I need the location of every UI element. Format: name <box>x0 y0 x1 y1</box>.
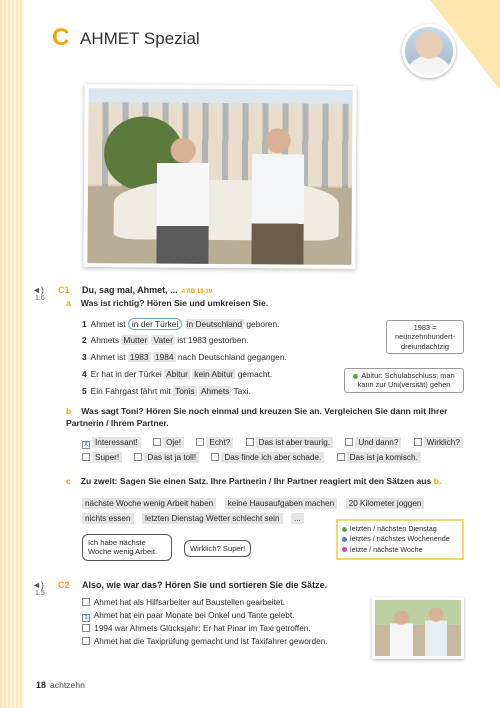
page-number-word: achtzehn <box>50 680 85 690</box>
note-abitur: Abitur: Schulabschluss; man kann zur Uni(versität) gehen <box>344 368 464 393</box>
checkbox[interactable] <box>196 438 204 446</box>
sentence-2: 2 Ahmets Mutter Vater ist 1983 gestorben. <box>82 335 249 345</box>
phrase-row-2 <box>82 508 308 526</box>
c1-workbook-ref: 4 AB 18-19 <box>181 289 213 295</box>
phrase-chip: nichts essen <box>82 513 134 524</box>
checkbox[interactable]: X <box>83 442 88 448</box>
option[interactable]: Vater <box>153 335 173 345</box>
checkbox[interactable] <box>345 438 353 446</box>
sort-item[interactable]: Ahmet hat als Hilfsarbeiter auf Baustellen gearbeitet. <box>82 598 285 607</box>
order-box[interactable]: 1 <box>82 614 90 622</box>
phrase-chip: keine Hausaufgaben machen <box>225 498 338 509</box>
time-expressions-box <box>336 519 464 560</box>
reaction-option[interactable]: Das finde ich aber schade. <box>211 452 328 463</box>
reaction-row-1 <box>82 437 473 449</box>
checkbox[interactable] <box>153 438 161 446</box>
order-box[interactable] <box>82 637 90 645</box>
sort-item[interactable]: 1 Ahmet hat ein paar Monate bei Onkel und Tante gelebt. <box>82 611 294 622</box>
c2-title: Also, wie war das? Hören Sie und sortieren Sie die Sätze. <box>82 580 328 590</box>
sentence-4: 4 Er hat in der Türkei Abitur kein Abitur gemacht. <box>82 369 273 379</box>
page-title: AHMET Spezial <box>80 29 200 48</box>
c2-label: C2 <box>58 580 70 590</box>
reaction-option[interactable]: Das ist ja toll! <box>134 452 203 463</box>
reaction-row-2 <box>82 452 431 463</box>
checkbox[interactable] <box>337 453 345 461</box>
option[interactable]: 1983 <box>129 352 149 362</box>
option[interactable]: 1984 <box>154 352 174 362</box>
reaction-option[interactable]: Wirklich? <box>414 437 467 448</box>
sentence-3: 3 Ahmet ist 1983 1984 nach Deutschland gegangen. <box>82 352 287 362</box>
checkbox[interactable] <box>414 438 422 446</box>
phrase-chip: 20 Kilometer joggen <box>346 498 425 509</box>
phrase-chip: nächste Woche wenig Arbeit haben <box>82 498 216 509</box>
c1a-instruction: a Was ist richtig? Hören Sie und umkreisen Sie. <box>66 298 269 308</box>
phrase-chip: ... <box>291 513 304 524</box>
checkbox[interactable] <box>246 438 254 446</box>
checkbox[interactable] <box>82 453 90 461</box>
checkbox[interactable] <box>211 453 219 461</box>
c2-audio-track: 1.5 <box>35 590 45 597</box>
reaction-option[interactable]: Und dann? <box>345 437 405 448</box>
order-box[interactable] <box>82 598 90 606</box>
option[interactable]: Tonis <box>175 386 195 396</box>
bullet-icon <box>353 374 358 379</box>
sentence-5: 5 Ein Fahrgast fährt mit Tonis Ahmets Taxi. <box>82 386 251 396</box>
time-expr-1: letzten / nächsten Dienstag <box>342 524 458 534</box>
small-photo <box>372 597 464 659</box>
c1-audio-track: 1.6 <box>35 295 45 302</box>
speech-bubble-statement: Ich habe nächste Woche wenig Arbeit. <box>82 534 172 561</box>
option[interactable]: Mutter <box>123 335 148 345</box>
option[interactable]: in Deutschland <box>186 319 243 329</box>
speaker-icon: ◄) <box>32 580 44 590</box>
c1-audio[interactable] <box>32 285 45 302</box>
sort-item[interactable]: 1994 war Ahmets Glücksjahr: Er hat Pinar im Taxi getroffen. <box>82 624 311 633</box>
ahmet-avatar <box>402 24 456 78</box>
reaction-option[interactable]: Super! <box>82 452 126 463</box>
speaker-icon: ◄) <box>32 285 44 295</box>
sentence-1: 1 Ahmet ist in der Türkei in Deutschland geboren. <box>82 319 280 329</box>
c2-audio[interactable] <box>32 580 45 597</box>
c1b-instruction: b Was sagt Toni? Hören Sie noch einmal und kreuzen Sie an. Vergleichen Sie dann mit Ihrer Partnerin / Ihrem Partner. <box>66 406 448 428</box>
reaction-option[interactable]: Das ist ja komisch. <box>337 452 425 463</box>
reaction-option[interactable]: Echt? <box>196 437 237 448</box>
time-expr-2: letztes / nächstes Wochenende <box>342 534 458 544</box>
sort-item[interactable]: Ahmet hat die Taxiprüfung gemacht und ist Taxifahrer geworden. <box>82 637 327 646</box>
page-number: 18 <box>36 680 47 690</box>
option[interactable]: Ahmets <box>200 386 230 396</box>
time-expr-3: letzte / nächste Woche <box>342 545 458 555</box>
note-year: 1983 = neunzehnhundert-dreiundachtzig <box>386 320 464 354</box>
c1c-instruction: c Zu zweit: Sagen Sie einen Satz. Ihre Partnerin / Ihr Partner reagiert mit den Sätzen aus b. <box>66 476 442 486</box>
option-circled[interactable]: in der Türkei <box>128 318 182 330</box>
main-photo <box>83 84 356 269</box>
reaction-option[interactable]: Oje! <box>153 437 188 448</box>
page-margin-stripe <box>0 0 24 708</box>
c1-title: Du, sag mal, Ahmet, ... 4 AB 18-19 <box>82 285 213 295</box>
order-box[interactable] <box>82 624 90 632</box>
checkbox[interactable] <box>134 453 142 461</box>
option[interactable]: kein Abitur <box>194 369 234 379</box>
reaction-option[interactable]: Das ist aber traurig. <box>246 437 337 448</box>
section-letter: C <box>52 24 70 51</box>
phrase-chip: letzten Dienstag Wetter schlecht sein <box>142 513 283 524</box>
reaction-option[interactable]: X Interessant! <box>82 437 145 449</box>
c1-label: C1 <box>58 285 70 295</box>
speech-bubble-reaction: Wirklich? Super! <box>184 540 251 557</box>
option[interactable]: Abitur <box>166 369 188 379</box>
